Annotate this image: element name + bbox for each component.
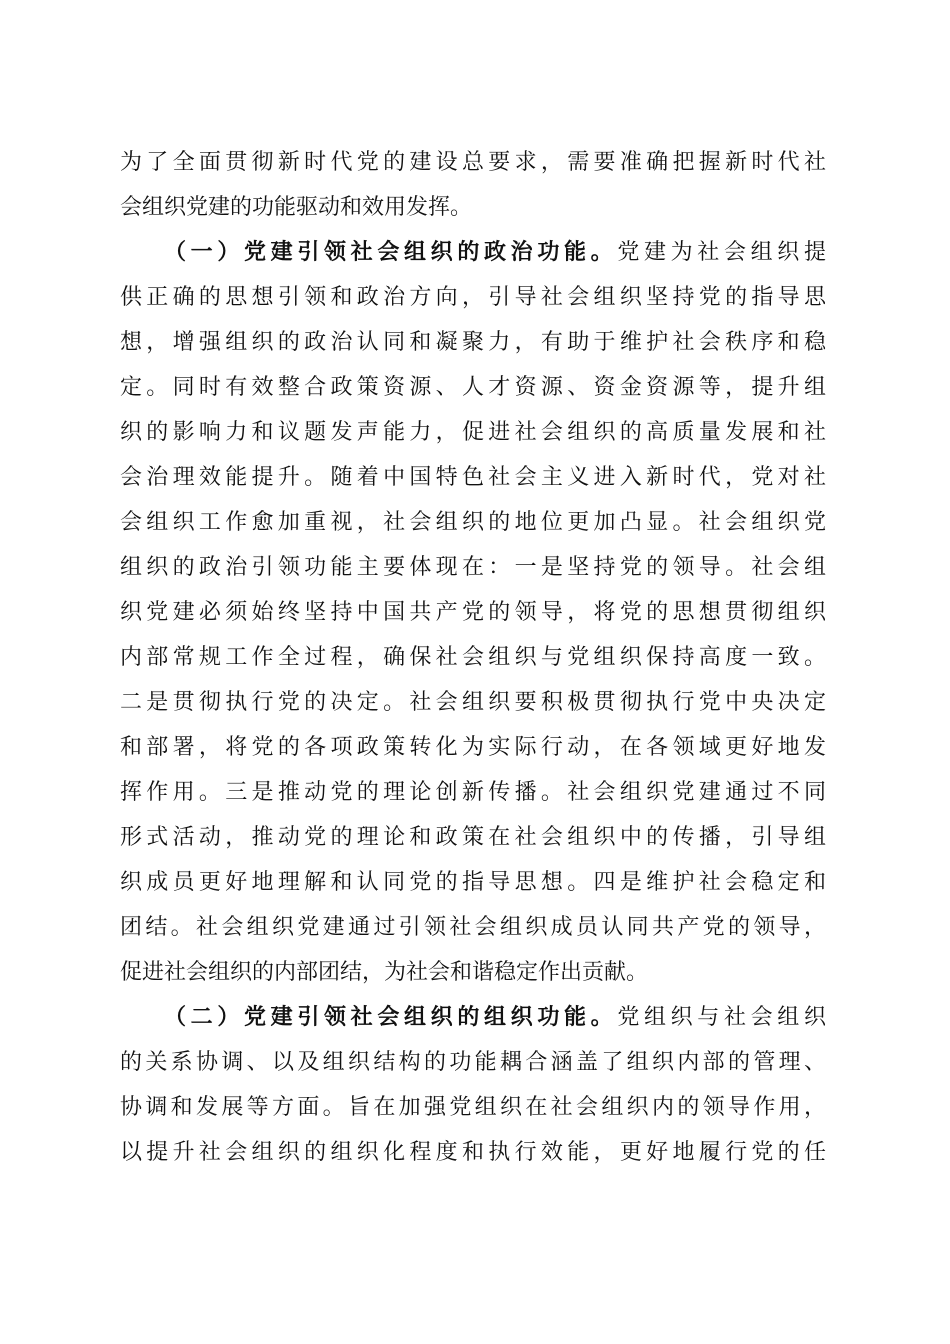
paragraph-line: 定。同时有效整合政策资源、人才资源、资金资源等，提升组 — [120, 375, 826, 400]
paragraph-line: 织成员更好地理解和认同党的指导思想。四是维护社会稳定和 — [120, 870, 826, 895]
paragraph-line: 挥作用。三是推动党的理论创新传播。社会组织党建通过不同 — [120, 780, 826, 805]
paragraph-line: 织的影响力和议题发声能力，促进社会组织的高质量发展和社 — [120, 420, 826, 445]
document-body — [120, 140, 826, 1175]
paragraph-text: 党建为社会组织提 — [617, 240, 826, 265]
paragraph-line: 会组织工作愈加重视，社会组织的地位更加凸显。社会组织党 — [120, 510, 826, 535]
paragraph-line: 协调和发展等方面。旨在加强党组织在社会组织内的领导作用， — [120, 1095, 826, 1120]
section-heading-line — [120, 995, 826, 1040]
paragraph-line: 会组织党建的功能驱动和效用发挥。 — [120, 195, 473, 220]
paragraph-line: 形式活动，推动党的理论和政策在社会组织中的传播，引导组 — [120, 825, 826, 850]
paragraph-line: 促进社会组织的内部团结，为社会和谐稳定作出贡献。 — [120, 960, 649, 985]
paragraph-line: 供正确的思想引领和政治方向，引导社会组织坚持党的指导思 — [120, 285, 826, 310]
section-heading: （一）党建引领社会组织的政治功能。 — [164, 239, 618, 265]
paragraph-line: 组织的政治引领功能主要体现在：一是坚持党的领导。社会组 — [120, 555, 826, 580]
paragraph-line: 和部署，将党的各项政策转化为实际行动，在各领域更好地发 — [120, 735, 826, 760]
paragraph-text: 党组织与社会组织 — [617, 1005, 826, 1030]
section-heading: （二）党建引领社会组织的组织功能。 — [164, 1004, 618, 1030]
paragraph-line: 团结。社会组织党建通过引领社会组织成员认同共产党的领导， — [120, 915, 826, 940]
paragraph-line: 以提升社会组织的组织化程度和执行效能，更好地履行党的任 — [120, 1140, 826, 1165]
paragraph-line: 内部常规工作全过程，确保社会组织与党组织保持高度一致。 — [120, 645, 826, 670]
paragraph-line: 会治理效能提升。随着中国特色社会主义进入新时代，党对社 — [120, 465, 826, 490]
paragraph-line: 的关系协调、以及组织结构的功能耦合涵盖了组织内部的管理、 — [120, 1050, 826, 1075]
paragraph-line: 想，增强组织的政治认同和凝聚力，有助于维护社会秩序和稳 — [120, 330, 826, 355]
paragraph-line: 二是贯彻执行党的决定。社会组织要积极贯彻执行党中央决定 — [120, 690, 826, 715]
section-heading-line — [120, 230, 826, 275]
paragraph-line: 织党建必须始终坚持中国共产党的领导，将党的思想贯彻组织 — [120, 600, 826, 625]
paragraph-line: 为了全面贯彻新时代党的建设总要求，需要准确把握新时代社 — [120, 150, 826, 175]
